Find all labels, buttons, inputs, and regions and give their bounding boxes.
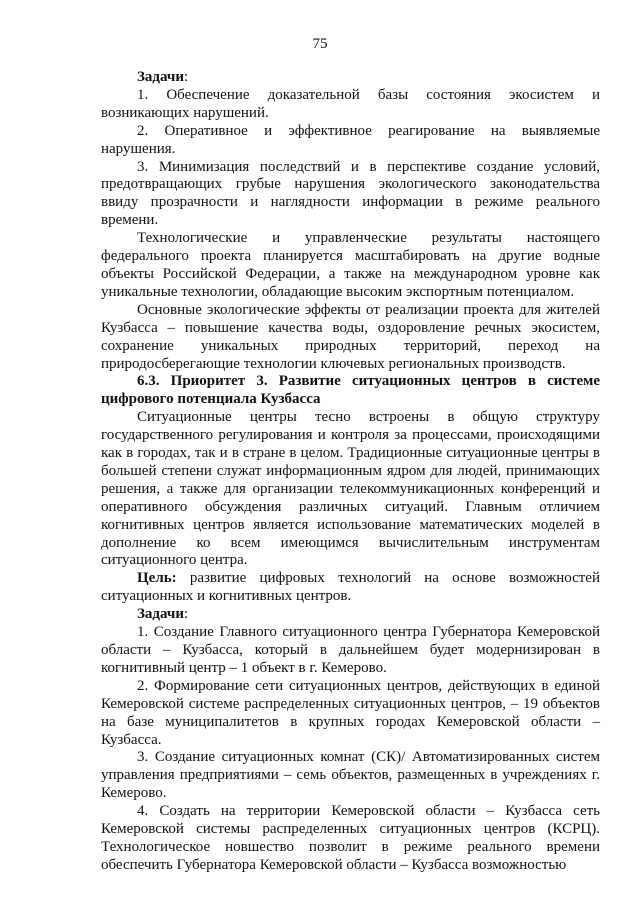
tasks-heading-2-label: Задачи [137,606,185,623]
task-paragraph-1: 1. Обеспечение доказательной базы состояния экосистем и возникающих нарушений. [101,86,600,121]
tasks-heading [101,69,600,87]
task2-paragraph-2: 2. Формирование сети ситуационных центров, действующих в единой Кемеровской системе распределенных ситуационных центров, – 19 объектов на базе муниципалитетов в крупных городах Кемеровской области – Кузбасса. [101,677,600,748]
section-heading-text: 6.3. Приоритет 3. Развитие ситуационных центров в системе цифрового потенциала Кузбасса [101,373,600,408]
tasks-heading-label: Задачи [137,69,185,85]
task2-paragraph-1: 1. Создание Главного ситуационного центра Губернатора Кемеровской области – Кузбасса, который в дальнейшем будет модернизирован в когнитивный центр – 1 объект в г. Кемерово. [101,624,600,676]
goal-text: развитие цифровых технологий на основе возможностей ситуационных и когнитивных центров. [101,570,600,605]
task2-paragraph-4: 4. Создать на территории Кемеровской области – Кузбасса сеть Кемеровской системы распределенных ситуационных центров (КСРЦ). Технологическое новшество позволит в режиме реального времени обеспечить Губернатора Кемеровской области – Кузбасса возможностью [101,803,600,873]
task2-paragraph-3: 3. Создание ситуационных комнат (СК)/ Автоматизированных систем управления предприятиями – семь объектов, размещенных в учреждениях г. Кемерово. [101,749,600,802]
results-paragraph: Технологические и управленческие результаты настоящего федерального проекта планируется масштабировать на другие водные объекты Российской Федерации, а также на международном уровне как уникальные технологии, обладающие высоким экспортным потенциалом. [101,230,600,300]
section-heading [101,373,600,409]
situation-centers-paragraph: Ситуационные центры тесно встроены в общую структуру государственного регулирования и контроля за процессами, происходящими как в городах, так и в стране в целом. Традиционные ситуационные центры в большей степени служат информационным ядром для людей, принимающих решения, а также для организации телекоммуникационных конференций и оперативного обсуждения различных ситуаций. Главным отличием когнитивных центров является использование математических моделей в дополнение ко всем имеющимся вычислительным инструментам ситуационного центра. [101,409,600,569]
document-body [101,69,600,875]
page-number: 75 [312,36,328,52]
task-paragraph-2: 2. Оперативное и эффективное реагирование на выявляемые нарушения. [101,122,600,157]
effects-paragraph: Основные экологические эффекты от реализации проекта для жителей Кузбасса – повышение качества воды, оздоровление речных экосистем, сохранение уникальных природных территорий, переход на природосберегающие технологии ключевых региональных производств. [101,301,600,372]
tasks-heading-2 [101,606,600,624]
goal-label: Цель: [137,570,177,587]
task-paragraph-3: 3. Минимизация последствий и в перспективе создание условий, предотвращающих грубые нарушения экологического законодательства ввиду прозрачности и наглядности информации в режиме реального времени. [101,158,600,229]
tasks-heading-colon: : [184,69,189,85]
goal-paragraph [101,570,600,606]
tasks-heading-2-colon: : [184,606,189,623]
